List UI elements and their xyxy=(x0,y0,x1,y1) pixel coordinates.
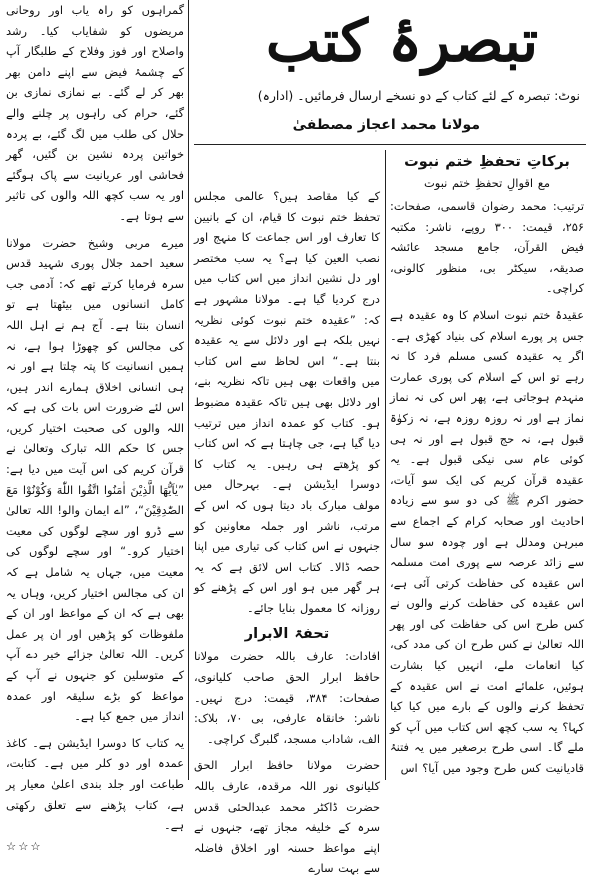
end-marks: ☆☆☆ xyxy=(6,838,43,853)
review-paragraph: کے کیا مقاصد ہیں؟ عالمی مجلس تحفظ ختم نبوت کا قیام، ان کے بانیین کا تعارف اور اس جماعت کا منہج اور نصب العین کیا ہے؟ یہ سب مختصر اور دل نشین انداز میں اس کتاب میں درج کردیا گیا ہے۔ مولانا مشہور ہے کہ: ”عقیدہ ختم نبوت کوئی نظریہ نہیں بلکہ ہے اور دلائل سے یہ عقیدہ بنتا ہے۔“ اس لحاظ سے اس کتاب میں واقعات بھی ہیں تاکہ نظریہ بنے، اور دلائل بھی ہیں تاکہ عقیدہ مضبوط ہو۔ کتاب کو عمدہ انداز میں ترتیب دیا گیا ہے، جی چاہتا ہے کہ اس کتاب کو پڑھتے ہی رہیں۔ یہ کتاب کا دوسرا ایڈیشن ہے۔ بہرحال میں مولف مبارک باد دیتا ہوں کہ اس کے مرتب، ناشر اور جملہ معاونین کو جنہوں نے اس کتاب کی تیاری میں اپنا حصہ ڈالا۔ کتاب اس لائق ہے کہ یہ ہر گھر میں ہو اور اس کے پڑھنے کو روزانہ کا معمول بنایا جائے۔ xyxy=(194,189,380,615)
review-paragraph: عقیدۂ ختم نبوت اسلام کا وہ عقیدہ ہے جس پر پورے اسلام کی بنیاد کھڑی ہے۔ اگر یہ عقیدہ کسی مسلم فرد کا نہ رہے تو اس کے اسلام کی پوری عمارت منہدم ہوجاتی ہے، پھر اس کی نہ نماز نماز ہے اور نہ روزہ روزہ ہے، نہ زکوٰۃ قبول ہے، نہ حج قبول ہے اور نہ ہی کوئی عام سی نیکی قبول ہے۔ یہ عقیدہ قرآن کریم کی ایک سو آیات، حضور اکرم ﷺ کی دو سو سے زیادہ احادیث اور صحابہ کرام کے اجماع سے مبرہن ومدلل ہے اور چودہ سو سال سے زائد عرصہ سے پوری امت مسلمہ اس عقیدہ کی حفاظت کرتی آئی ہے، اس عقیدہ کی حفاظت کرنے والوں نے کس طرح اس کی حفاظت کی اور پھر اللہ تعالیٰ نے کس طرح ان کی مدد کی، کیا انعامات ملے، انہیں کیا بشارت ہوئیں، علمائے امت نے اس عقیدہ کے تحفظ کرنے والوں کے بارے میں کیا کیا کہا؟ یہ سب کچھ اس کتاب میں آپ کو ملے گا۔ اسی طرح برصغیر میں یہ فتنۂ قادیانیت کس طرح وجود میں آیا؟ اس xyxy=(390,307,584,776)
column-right xyxy=(390,150,584,779)
book-review-heading: تحفۃ الابرار xyxy=(244,626,330,643)
book-review-heading: برکاتِ تحفظِ ختم نبوت xyxy=(404,154,570,170)
reviewer-name: مولانا محمد اعجاز مصطفیٰ xyxy=(292,117,480,133)
review-paragraph: گمراہوں کو راہ یاب اور روحانی مریضوں کو شفایاب کیا۔ رشد واصلاح اور فوز وفلاح کے طلبگار آپ کے چشمۂ فیض سے اپنے دامن بھر بھر کر لے گئے۔ بے نمازی نمازی بن گئے، حرام کی راہوں پر چلنے والے حلال کی طلب میں لگ گئے، بے پردہ خواتین پردہ نشین بن گئیں، گھر فحاشی اور عریانیت سے پاک ہوگئے اور یہ سب کچھ اللہ والوں کی تاثیر سے ہوتا ہے۔ xyxy=(6,3,184,223)
book-review-subheading: مع اقوالِ تحفظِ ختم نبوت xyxy=(423,176,551,190)
review-paragraph: میرے مربی وشیخ حضرت مولانا سعید احمد جلال پوری شہید قدس سرہ فرمایا کرتے تھے کہ: آدمی جب کامل انسانوں میں بیٹھتا ہے تو انسان بنتا ہے۔ آج ہم نے اہل اللہ کی مجالس کو چھوڑا ہوا ہے، نہ ہمیں انسانیت کا پتہ چلتا ہے اور نہ ہی انسانی اخلاق ہمارے اندر ہیں، اس لئے ضرورت اس بات کی ہے کہ اللہ والوں کی صحبت اختیار کریں، جس کا حکم اللہ تبارک وتعالیٰ نے قرآن کریم کی اس آیت میں دیا ہے: ”یٰاَیُّهَا الَّذِیْنَ اٰمَنُوا اتَّقُوا اللّٰهَ وَکُوْنُوْا مَعَ الصّٰدِقِیْنَ“، ”اے ایمان والو! اللہ تعالیٰ سے ڈرو اور سچے لوگوں کی معیت اختیار کرو۔“ اور سچے لوگوں کی معیت میں، جہاں یہ شامل ہے کہ ان کی مجالس اختیار کریں، وہاں یہ بھی ہے کہ ان کے مواعظ اور ان کے ملفوظات کو پڑھیں اور ان پر عمل کریں۔ اللہ تعالیٰ جزائے خیر دے آپ کے متوسلین کو جنہوں نے آپ کے مواعظ کو بڑے سلیقہ اور عمدہ انداز میں جمع کیا ہے۔ xyxy=(6,235,184,724)
column-middle xyxy=(194,186,380,879)
column-left xyxy=(6,0,184,856)
review-paragraph: حضرت مولانا حافظ ابرار الحق کلیانوی نور اللہ مرقدہ، عارف باللہ حضرت ڈاکٹر محمد عبدالحئی قدس سرہ کے خلیفہ مجاز تھے، جنہوں نے اپنے مواعظ حسنہ اور اخلاق فاضلہ سے بہت سارے xyxy=(194,758,380,876)
masthead-divider xyxy=(194,144,586,145)
column-divider-left xyxy=(188,0,189,780)
page-title: تبصرۂ کتب xyxy=(265,7,539,75)
masthead xyxy=(194,0,586,144)
review-paragraph: یہ کتاب کا دوسرا ایڈیشن ہے۔ کاغذ عمدہ اور دو کلر میں ہے۔ کتابت، طباعت اور جلد بندی اعلیٰ معیار پر ہے، کتاب پڑھنے سے تعلق رکھتی ہے۔ xyxy=(6,735,184,833)
book-details: افادات: عارف باللہ حضرت مولانا حافظ ابرار الحق صاحب کلیانوی، صفحات: ۳۸۴، قیمت: درج نہیں۔ ناشر: خانقاہ عارفی، بی ۷۰، بلاک: الف، شاداب مسجد، گلبرگ کراچی۔ xyxy=(194,649,381,746)
column-divider-right xyxy=(385,150,386,780)
book-details: ترتیب: محمد رضوان قاسمی، صفحات: ۲۵۶، قیمت: ۳۰۰ روپے، ناشر: مکتبہ فیض القرآن، جامع مسجد عائشہ صدیقہ، سیکٹر بی، منظور کالونی، کراچی۔ xyxy=(390,199,584,296)
editorial-note: نوٹ: تبصرہ کے لئے کتاب کے دو نسخے ارسال فرمائیں۔ (ادارہ) xyxy=(257,88,580,103)
